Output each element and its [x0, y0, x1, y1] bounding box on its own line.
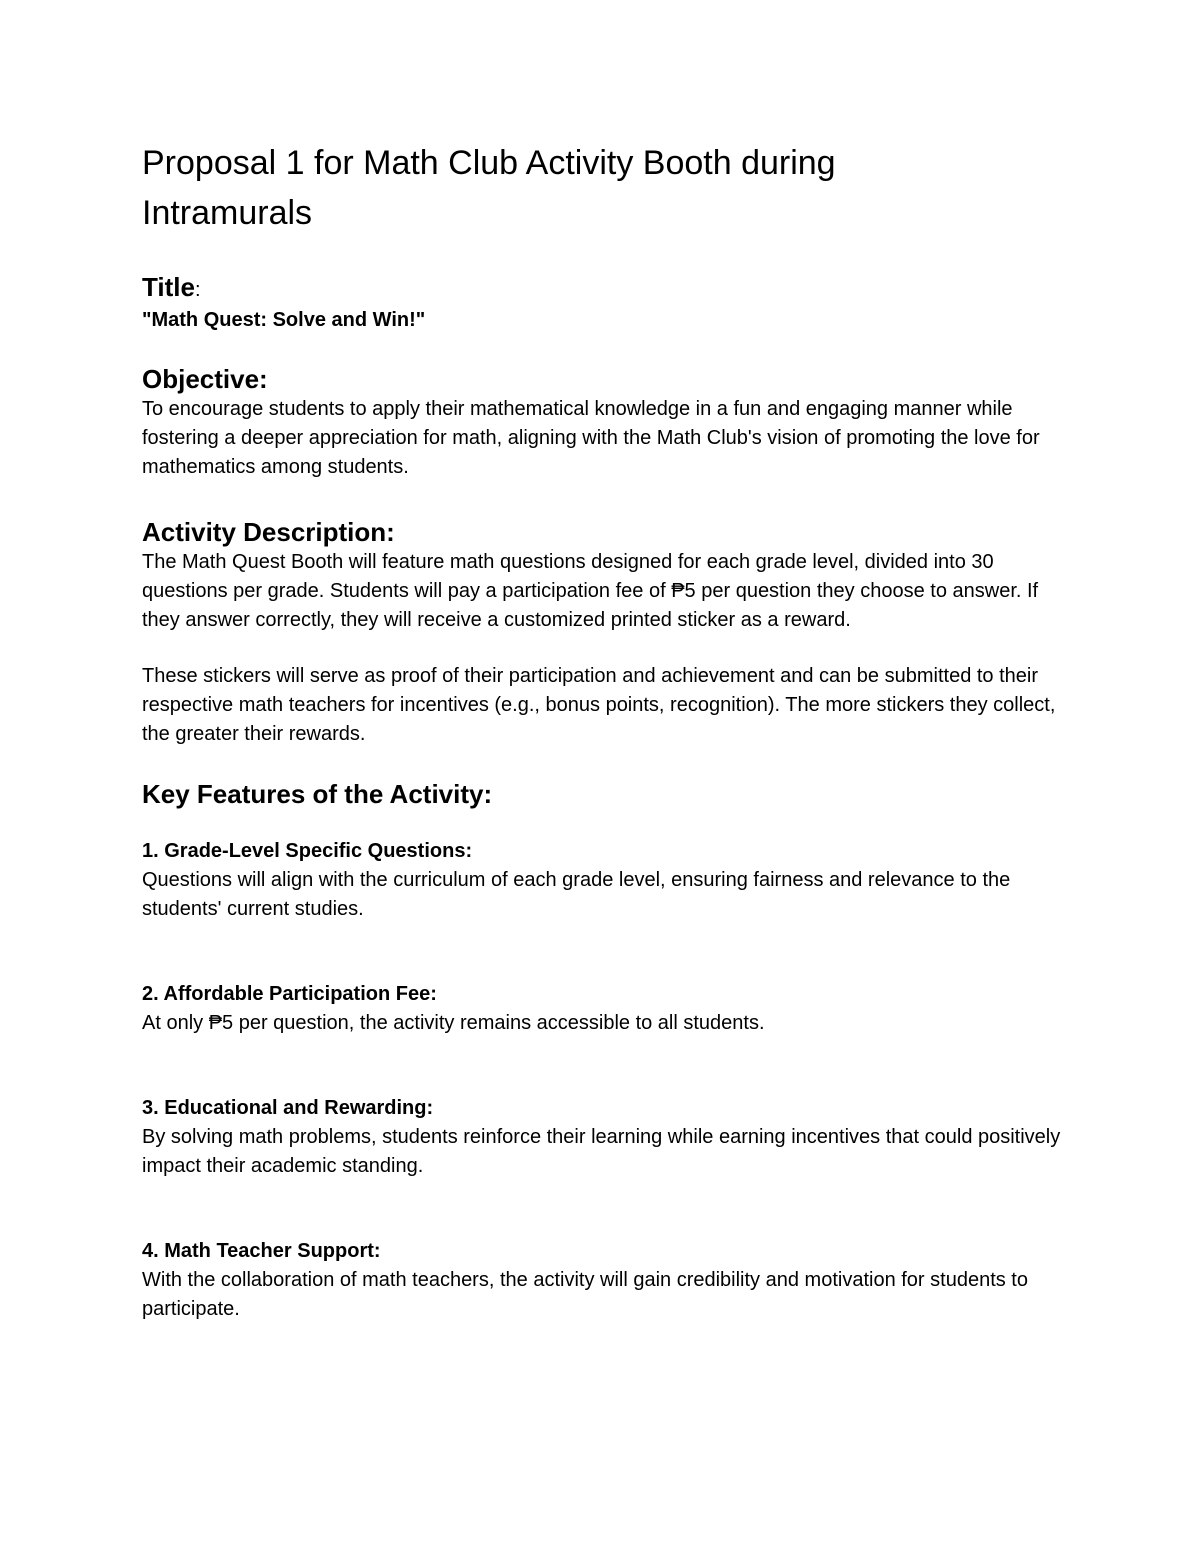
title-value: "Math Quest: Solve and Win!" [142, 309, 426, 331]
key-feature-text: By solving math problems, students reinforce their learning while earning incentives that could positively impact their academic standing. [142, 1126, 1061, 1177]
key-feature-item [142, 837, 1067, 924]
document-content [142, 138, 1067, 1324]
key-feature-title: 4. Math Teacher Support: [142, 1240, 381, 1262]
activity-description-paragraph-1: The Math Quest Booth will feature math questions designed for each grade level, divided into 30 questions per grade. Students will pay a participation fee of ₱5 per question they choose to answer. If they answer correctly, they will receive a customized printed sticker as a reward. [142, 551, 1039, 631]
key-feature-text: With the collaboration of math teachers, the activity will gain credibility and motivation for students to participate. [142, 1269, 1028, 1320]
key-feature-text: At only ₱5 per question, the activity remains accessible to all students. [142, 1012, 765, 1034]
objective-text: To encourage students to apply their mathematical knowledge in a fun and engaging manner while fostering a deeper appreciation for math, aligning with the Math Club's vision of promoting the love for mathematics among students. [142, 398, 1040, 478]
title-heading [142, 271, 1067, 306]
title-heading-colon: : [194, 279, 201, 301]
key-feature-item [142, 1237, 1067, 1324]
key-feature-item [142, 980, 1067, 1038]
key-feature-text: Questions will align with the curriculum of each grade level, ensuring fairness and relevance to the students' current studies. [142, 869, 1011, 920]
key-feature-title: 1. Grade-Level Specific Questions: [142, 840, 473, 862]
activity-description-heading: Activity Description: [142, 517, 395, 547]
activity-description-paragraph-2: These stickers will serve as proof of their participation and achievement and can be submitted to their respective math teachers for incentives (e.g., bonus points, recognition). The more stickers they collect, the greater their rewards. [142, 665, 1056, 745]
key-features-heading: Key Features of the Activity: [142, 779, 493, 809]
key-feature-title: 3. Educational and Rewarding: [142, 1097, 434, 1119]
title-heading-label: Title [142, 272, 195, 302]
document-title: Proposal 1 for Math Club Activity Booth during Intramurals [142, 144, 836, 232]
objective-heading: Objective: [142, 364, 268, 394]
key-feature-title: 2. Affordable Participation Fee: [142, 983, 437, 1005]
key-feature-item [142, 1094, 1067, 1181]
